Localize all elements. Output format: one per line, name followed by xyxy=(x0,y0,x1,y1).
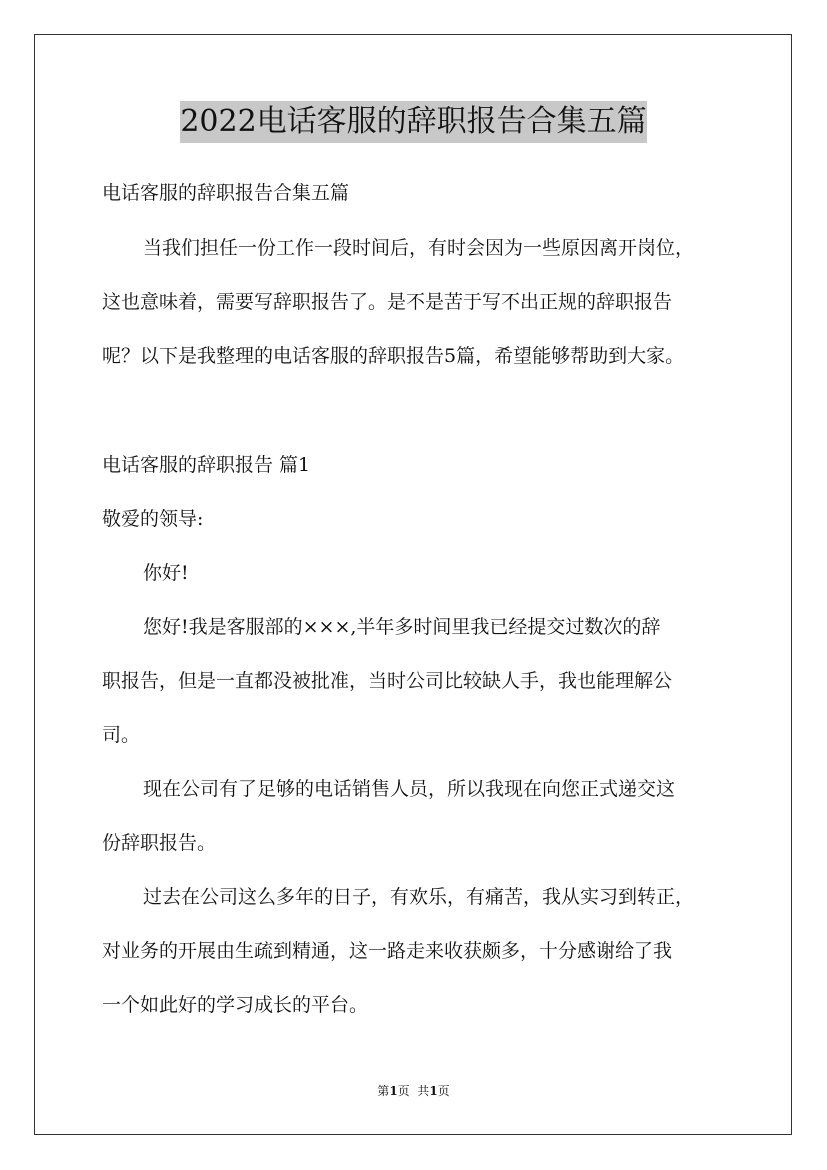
page-total: 1 xyxy=(429,1084,438,1098)
paragraph-line: 一个如此好的学习成长的平台。 xyxy=(102,994,369,1016)
paragraph-line: 职报告，但是一直都没被批准，当时公司比较缺人手，我也能理解公 xyxy=(102,670,673,692)
paragraph-line: 您好!我是客服部的×××,半年多时间里我已经提交过数次的辞 xyxy=(143,616,661,638)
section-heading: 电话客服的辞职报告 篇1 xyxy=(102,454,311,476)
page-number: 1 xyxy=(389,1084,398,1098)
paragraph-line: 司。 xyxy=(102,724,141,746)
paragraph-line: 现在公司有了足够的电话销售人员，所以我现在向您正式递交这 xyxy=(143,778,676,800)
paragraph-line: 对业务的开展由生疏到精通，这一路走来收获颇多，十分感谢给了我 xyxy=(102,940,673,962)
page-mid: 页 共 xyxy=(397,1084,430,1098)
salutation: 敬爱的领导: xyxy=(102,508,204,530)
greeting: 你好! xyxy=(143,562,189,584)
page-footer xyxy=(0,1083,827,1099)
page-prefix: 第 xyxy=(377,1084,390,1098)
intro-line: 这也意味着，需要写辞职报告了。是不是苦于写不出正规的辞职报告 xyxy=(102,291,673,313)
paragraph-line: 份辞职报告。 xyxy=(102,832,217,854)
paragraph-line: 过去在公司这么多年的日子，有欢乐，有痛苦，我从实习到转正， xyxy=(143,886,695,908)
intro-line: 当我们担任一份工作一段时间后，有时会因为一些原因离开岗位， xyxy=(143,237,695,259)
intro-line: 呢？以下是我整理的电话客服的辞职报告5篇，希望能够帮助到大家。 xyxy=(102,345,685,367)
document-title: 2022电话客服的辞职报告合集五篇 xyxy=(180,101,647,143)
page-suffix: 页 xyxy=(437,1084,450,1098)
document-subtitle: 电话客服的辞职报告合集五篇 xyxy=(102,182,350,204)
